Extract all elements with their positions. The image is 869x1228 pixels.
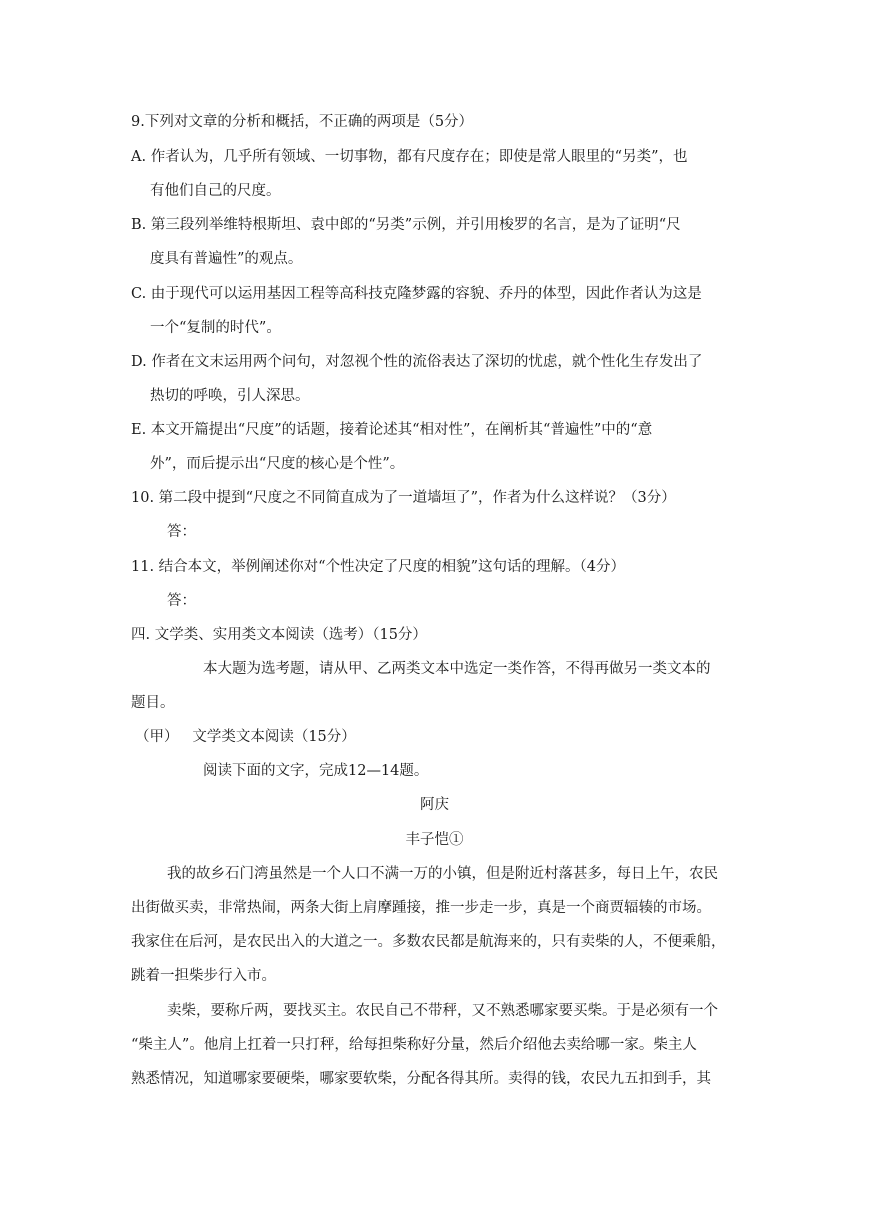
article-paragraph-1: 我的故乡石门湾虽然是一个人口不满一万的小镇，但是附近村落甚多，每日上午，农民: [167, 866, 718, 882]
article-paragraph-2: 卖柴，要称斤两，要找买主。农民自己不带秤，又不熟悉哪家要买柴。于是必须有一个: [167, 1003, 718, 1019]
article-paragraph-1-line-4: 跳着一担柴步行入市。: [131, 968, 276, 984]
article-author: 丰子恺①: [405, 832, 464, 848]
question-10-answer-label: 答：: [167, 524, 196, 540]
question-9-option-a: A. 作者认为，几乎所有领域、一切事物，都有尺度存在；即使是常人眼里的“另类”，也: [131, 149, 688, 165]
question-9-option-a-cont: 有他们自己的尺度。: [150, 183, 281, 199]
question-9-option-d-cont: 热切的呼唤，引人深思。: [150, 388, 310, 404]
question-9-option-e: E. 本文开篇提出“尺度”的话题，接着论述其“相对性”，在阐析其“普遍性”中的“意: [131, 422, 653, 438]
article-paragraph-1-line-3: 我家住在后河，是农民出入的大道之一。多数农民都是航海来的，只有卖柴的人，不便乘船，: [131, 934, 726, 950]
question-9-option-b-cont: 度具有普遍性”的观点。: [150, 251, 303, 267]
question-9-option-e-cont: 外”，而后提示出“尺度的核心是个性”。: [150, 456, 405, 472]
article-paragraph-2-line-2: “柴主人”。他肩上扛着一只打秤，给每担柴称好分量，然后介绍他去卖给哪一家。柴主人: [131, 1037, 697, 1053]
question-9-option-c: C. 由于现代可以运用基因工程等高科技克隆梦露的容貌、乔丹的体型，因此作者认为这是: [131, 286, 702, 302]
question-11-stem: 11. 结合本文，举例阐述你对“个性决定了尺度的相貌”这句话的理解。（4分）: [131, 559, 625, 575]
article-paragraph-2-line-3: 熟悉情况，知道哪家要硬柴，哪家要软柴，分配各得其所。卖得的钱，农民九五扣到手，其: [131, 1071, 711, 1087]
section-4-note-cont: 题目。: [131, 695, 175, 711]
part-a-instruction: 阅读下面的文字，完成12—14题。: [203, 763, 429, 779]
section-4-note: 本大题为选考题，请从甲、乙两类文本中选定一类作答，不得再做另一类文本的: [203, 661, 711, 677]
section-4-heading: 四. 文学类、实用类文本阅读（选考）（15分）: [131, 627, 427, 643]
article-paragraph-1-line-2: 出街做买卖，非常热闹，两条大街上肩摩踵接，推一步走一步，真是一个商贾辐辏的市场。: [131, 900, 711, 916]
question-9-option-d: D. 作者在文末运用两个问句，对忽视个性的流俗表达了深切的忧虑，就个性化生存发出了: [131, 354, 703, 370]
question-11-answer-label: 答：: [167, 593, 196, 609]
question-9-option-c-cont: 一个“复制的时代”。: [150, 320, 281, 336]
question-10-stem: 10. 第二段中提到“尺度之不同简直成为了一道墙垣了”，作者为什么这样说？（3分）: [131, 490, 676, 506]
question-9-stem: 9.下列对文章的分析和概括，不正确的两项是（5分）: [131, 114, 474, 130]
question-9-option-b: B. 第三段列举维特根斯坦、袁中郎的“另类”示例，并引用梭罗的名言，是为了证明“尺: [131, 217, 681, 233]
article-title: 阿庆: [420, 797, 449, 813]
part-a-heading: （甲） 文学类文本阅读（15分）: [135, 729, 356, 745]
